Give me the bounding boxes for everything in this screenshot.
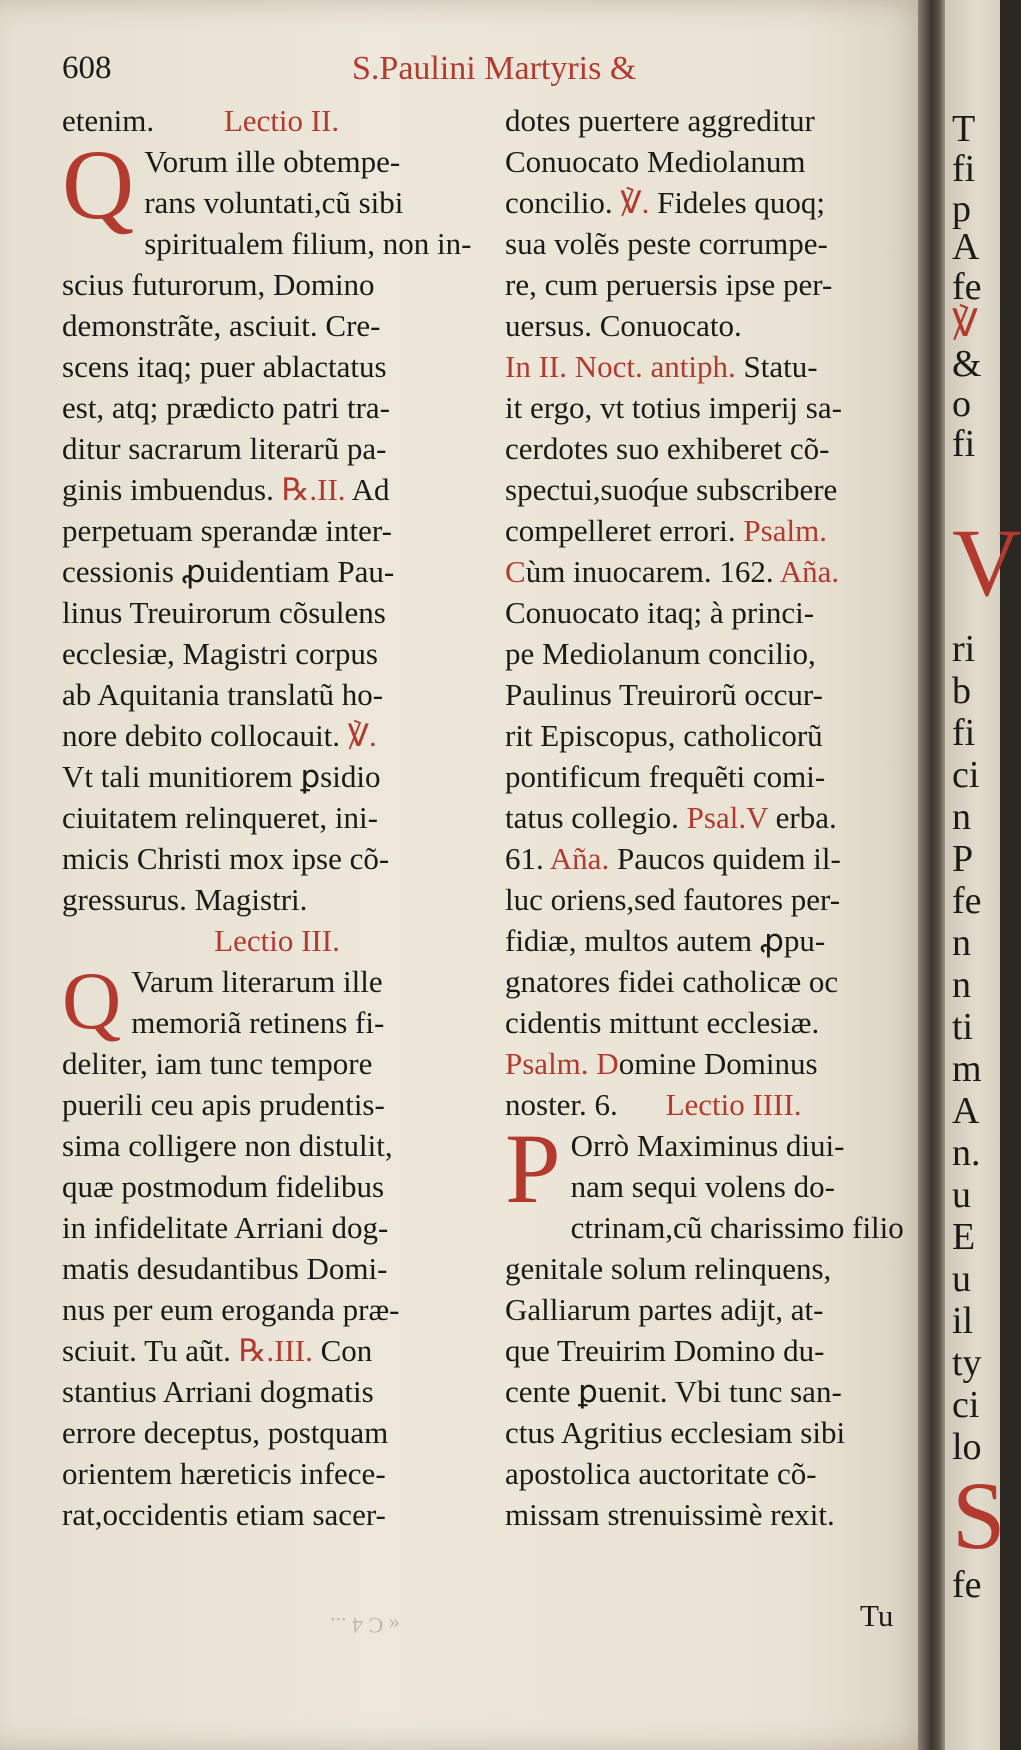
edge-glyph: ℣ xyxy=(952,303,978,345)
text-line: re, cum peruersis ipse per- xyxy=(505,267,833,302)
text-line: ditur sacrarum literarũ pa- xyxy=(62,431,387,466)
running-title: S.Paulini Martyris & xyxy=(352,50,637,87)
text-line xyxy=(505,1084,935,1125)
text-line: Vt tali munitiorem ꝑsidio xyxy=(62,759,381,794)
edge-glyph: n. xyxy=(952,1132,981,1174)
text-fragment: erba. xyxy=(775,800,837,835)
edge-glyph: o xyxy=(952,383,971,425)
psalm-initial: C xyxy=(505,554,526,589)
book-gutter xyxy=(918,0,948,1750)
text-line xyxy=(62,715,492,756)
psalm-label: Psalm. xyxy=(743,513,827,548)
edge-glyph: ci xyxy=(952,1384,980,1426)
lectio-iiii-heading: Lectio IIII. xyxy=(665,1087,802,1122)
text-line: errore deceptus, postquam xyxy=(62,1415,389,1450)
text-line: Conuocato itaq; à princi- xyxy=(505,595,815,630)
text-line xyxy=(505,182,935,223)
psalm-label: Psal. xyxy=(686,800,747,835)
edge-glyph: fi xyxy=(952,148,976,190)
text-fragment: ùm inuocarem. 162. xyxy=(525,554,774,589)
text-line: deliter, iam tunc tempore xyxy=(62,1046,373,1081)
edge-glyph: n xyxy=(952,964,971,1006)
text-fragment: nore debito collocauit. xyxy=(62,718,341,753)
text-line: ecclesiæ, Magistri corpus xyxy=(62,636,378,671)
text-line: genitale solum relinquens, xyxy=(505,1251,832,1286)
text-line: linus Treuirorum cõsulens xyxy=(62,595,386,630)
text-fragment: noster. 6. xyxy=(505,1087,618,1122)
text-line: sima colligere non distulit, xyxy=(62,1128,393,1163)
edge-glyph: E xyxy=(952,1216,976,1258)
text-fragment: Paucos quidem il- xyxy=(616,841,841,876)
text-fragment: sciuit. Tu aũt. xyxy=(62,1333,231,1368)
edge-glyph: n xyxy=(952,796,971,838)
text-line: stantius Arriani dogmatis xyxy=(62,1374,374,1409)
text-line xyxy=(505,1043,935,1084)
text-line xyxy=(505,838,935,879)
text-line xyxy=(62,469,492,510)
drop-cap-q: Q xyxy=(62,129,135,240)
text-line: Vorum ille obtempe- xyxy=(144,144,401,179)
text-line: matis desudantibus Domi- xyxy=(62,1251,388,1286)
lectio-iii-body xyxy=(62,955,492,1371)
edge-glyph: lo xyxy=(952,1426,982,1468)
text-fragment: Statu- xyxy=(743,349,818,384)
text-line xyxy=(505,797,935,838)
right-column xyxy=(505,100,935,1535)
text-line: cente ꝑuenit. Vbi tunc san- xyxy=(505,1374,842,1409)
text-line: uersus. Conuocato. xyxy=(505,308,742,343)
text-line: puerili ceu apis prudentis- xyxy=(62,1087,385,1122)
text-fragment: omine Dominus xyxy=(618,1046,818,1081)
edge-glyph: il xyxy=(952,1300,974,1342)
drop-cap-p: P xyxy=(505,1113,561,1224)
edge-glyph: u xyxy=(952,1258,971,1300)
antiphon-label: Aña. xyxy=(779,554,840,589)
text-fragment: Con xyxy=(320,1333,373,1368)
edge-glyph: fi xyxy=(952,423,976,465)
versicle-symbol: ℣. xyxy=(347,718,377,753)
text-line: rat,occidentis etiam sacer- xyxy=(62,1497,386,1532)
text-line: sua volẽs peste corrumpe- xyxy=(505,226,828,261)
edge-glyph: m xyxy=(952,1048,982,1090)
text-line: spiritualem filium, non in- xyxy=(144,226,472,261)
text-line: que Treuirim Domino du- xyxy=(505,1333,825,1368)
text-line: Paulinus Treuirorũ occur- xyxy=(505,677,823,712)
edge-glyph: b xyxy=(952,670,971,712)
edge-glyph: ti xyxy=(952,1006,974,1048)
text-line: Orrò Maximinus diui- xyxy=(570,1128,845,1163)
text-line: memoriã retinens fi- xyxy=(131,1005,385,1040)
text-line: it ergo, vt totius imperij sa- xyxy=(505,390,842,425)
text-line: ab Aquitania translatũ ho- xyxy=(62,677,384,712)
text-fragment: tatus collegio. xyxy=(505,800,679,835)
edge-glyph: fi xyxy=(952,712,976,754)
text-line xyxy=(62,1330,492,1371)
edge-glyph: A xyxy=(952,226,980,268)
text-fragment: ginis imbuendus. xyxy=(62,472,274,507)
edge-glyph: T xyxy=(952,108,976,150)
text-line: luc oriens,sed fautores per- xyxy=(505,882,841,917)
text-line: ctrinam,cũ charissimo filio xyxy=(570,1210,904,1245)
text-line xyxy=(505,346,935,387)
text-line: ciuitatem relinqueret, ini- xyxy=(62,800,378,835)
page-header xyxy=(62,50,882,100)
text-line: pe Mediolanum concilio, xyxy=(505,636,816,671)
text-line: ctus Agritius ecclesiam sibi xyxy=(505,1415,846,1450)
text-line: in infidelitate Arriani dog- xyxy=(62,1210,389,1245)
text-fragment: compelleret errori. xyxy=(505,513,736,548)
psalm-number: 61. xyxy=(505,841,544,876)
lectio-iii-heading: Lectio III. xyxy=(214,923,340,958)
edge-glyph: u xyxy=(952,1174,971,1216)
page-number: 608 xyxy=(62,50,112,86)
text-line: dotes puertere aggreditur xyxy=(505,103,815,138)
edge-glyph: fe xyxy=(952,266,982,308)
text-line: scius futurorum, Domino xyxy=(62,267,375,302)
text-line: cerdotes suo exhiberet cõ- xyxy=(505,431,830,466)
left-column xyxy=(62,100,492,1535)
edge-glyph: fe xyxy=(952,880,982,922)
edge-initial: S xyxy=(952,1462,1006,1569)
versicle-symbol: ℣. xyxy=(620,185,650,220)
text-line xyxy=(505,551,935,592)
text-line: missam strenuissimè rexit. xyxy=(505,1497,835,1532)
antiphon-label: Aña. xyxy=(549,841,610,876)
text-line: gressurus. Magistri. xyxy=(62,882,308,917)
edge-glyph: ci xyxy=(952,754,980,796)
text-line: est, atq; prædicto patri tra- xyxy=(62,390,390,425)
psalm-label: Psalm. xyxy=(505,1046,589,1081)
text-line: orientem hæreticis infece- xyxy=(62,1456,386,1491)
text-line xyxy=(505,510,935,551)
text-fragment: Fideles quoq; xyxy=(657,185,825,220)
text-fragment: concilio. xyxy=(505,185,613,220)
lectio-ii-heading: Lectio II. xyxy=(223,103,340,138)
text-line: demonstrãte, asciuit. Cre- xyxy=(62,308,381,343)
catchword: Tu xyxy=(860,1598,894,1633)
nocturn-antiphon-label: In II. Noct. antiph. xyxy=(505,349,736,384)
text-line: pontificum frequẽti comi- xyxy=(505,759,826,794)
edge-glyph: ty xyxy=(952,1342,982,1384)
edge-glyph: & xyxy=(952,343,982,385)
continuation-word: etenim. xyxy=(62,103,155,138)
psalm-initial: V xyxy=(746,800,768,835)
text-line: quæ postmodum fidelibus xyxy=(62,1169,385,1204)
edge-glyph: P xyxy=(952,838,974,880)
edge-glyph: ri xyxy=(952,628,976,670)
lectio-iiii-body xyxy=(505,1113,935,1535)
text-fragment: Ad xyxy=(351,472,390,507)
text-line: gnatores fidei catholicæ oc xyxy=(505,964,839,999)
faint-bleed-through: « C 4 ... xyxy=(330,1613,400,1638)
lectio-ii-body xyxy=(62,129,492,510)
next-page-edge xyxy=(945,0,1021,1750)
text-line: apostolica auctoritate cõ- xyxy=(505,1456,817,1491)
edge-glyph: A xyxy=(952,1090,980,1132)
text-line: rit Episcopus, catholicorũ xyxy=(505,718,823,753)
drop-cap-q: Q xyxy=(62,955,122,1046)
text-line: micis Christi mox ipse cõ- xyxy=(62,841,390,876)
text-line: nus per eum eroganda præ- xyxy=(62,1292,400,1327)
text-line: rans voluntati,cũ sibi xyxy=(144,185,404,220)
text-line: Conuocato Mediolanum xyxy=(505,144,806,179)
text-line: spectui,suoq́ue subscribere xyxy=(505,472,838,507)
text-line: nam sequi volens do- xyxy=(570,1169,835,1204)
text-line: Varum literarum ille xyxy=(131,964,383,999)
text-line: perpetuam sperandæ inter- xyxy=(62,513,392,548)
psalm-initial: D xyxy=(596,1046,619,1081)
text-line: cidentis mittunt ecclesiæ. xyxy=(505,1005,820,1040)
text-line: scens itaq; puer ablactatus xyxy=(62,349,387,384)
edge-glyph: n xyxy=(952,922,971,964)
text-line: cessionis ꝓuidentiam Pau- xyxy=(62,554,395,589)
responsory-symbol: ℞.III. xyxy=(238,1333,313,1368)
responsory-symbol: ℞.II. xyxy=(281,472,346,507)
edge-glyph: fe xyxy=(952,1564,982,1606)
edge-glyph: p xyxy=(952,188,971,230)
text-line: fidiæ, multos autem ꝓpu- xyxy=(505,923,826,958)
text-line: Galliarum partes adijt, at- xyxy=(505,1292,824,1327)
edge-initial: V xyxy=(952,509,1021,616)
